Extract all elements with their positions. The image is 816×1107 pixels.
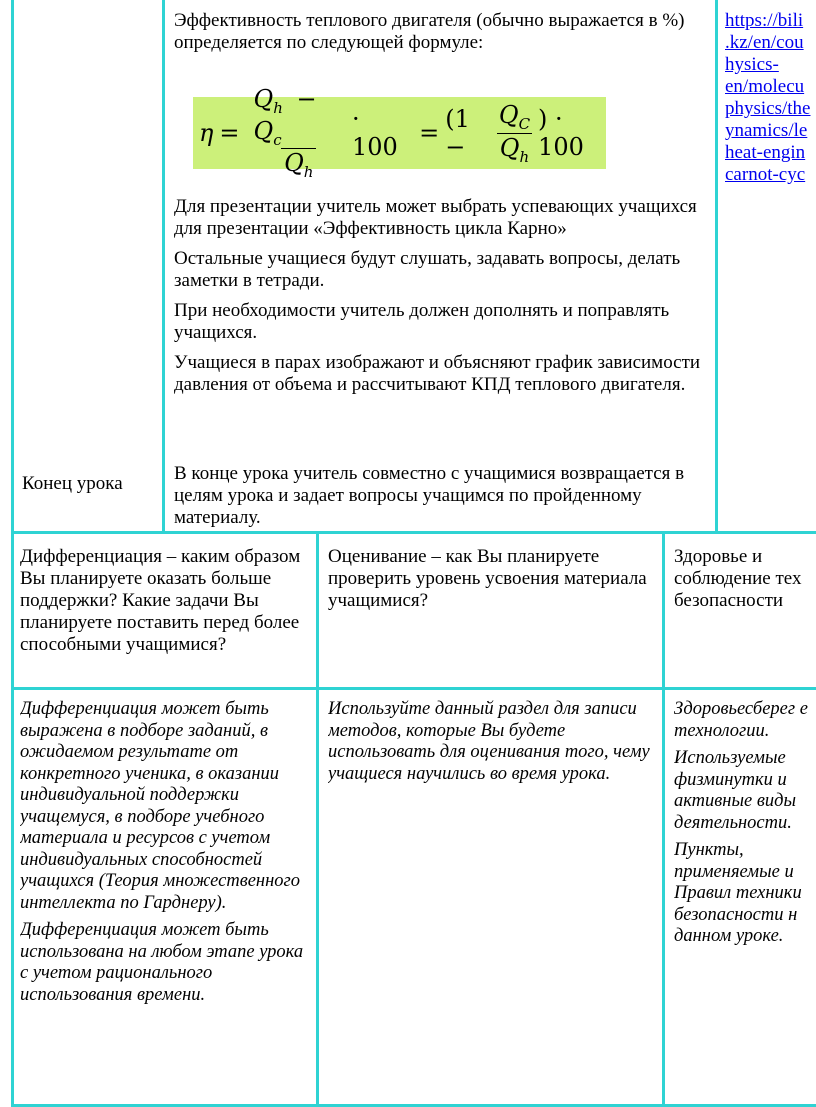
frac1-num-q: Q xyxy=(253,84,274,113)
header-health: Здоровье и соблюдение тех безопасности xyxy=(674,546,802,611)
health-paragraph-1: Здоровьесберег е технологии. xyxy=(674,699,808,741)
link-line-6[interactable]: ynamics/le xyxy=(725,120,808,141)
frac2-den-q: Q xyxy=(499,133,520,162)
link-line-2[interactable]: .kz/en/cou xyxy=(725,32,804,53)
efficiency-formula xyxy=(193,84,606,182)
frac2-num-q: Q xyxy=(498,100,519,129)
paragraph-presentation: Для презентации учитель может выбрать успевающих учащихся для презентации «Эффективность цикла Карно» xyxy=(174,196,697,239)
link-line-1[interactable]: https://bili xyxy=(725,10,804,31)
frac1-den-sub: h xyxy=(303,163,314,182)
formula-eta: η xyxy=(199,119,214,147)
border-col3 xyxy=(316,531,319,1107)
border-left xyxy=(11,0,14,1107)
link-line-3[interactable]: hysics- xyxy=(725,54,779,75)
link-line-7[interactable]: heat-engin xyxy=(725,142,806,163)
border-col2 xyxy=(715,0,718,533)
differentiation-paragraph-2: Дифференциация может быть использована на любом этапе урока с учетом рационального использования времени. xyxy=(20,920,304,1005)
formula-intro: Эффективность теплового двигателя (обычно выражается в %) определяется по следующей формуле: xyxy=(174,10,685,53)
formula-fraction-2 xyxy=(496,101,533,166)
differentiation-body xyxy=(20,699,314,1012)
frac2-num-sub: C xyxy=(518,114,531,133)
formula-equals-2: = xyxy=(419,119,440,147)
differentiation-paragraph-1: Дифференциация может быть выражена в подборе заданий, в ожидаемом результате от конкретного ученика, в оказании индивидуальной поддержки учащемуся, в подборе учебного материала и ресурсов с учетом индивидуальных способностей учащихся (Теория множественного интеллекта по Гарднеру). xyxy=(20,699,301,913)
border-row2 xyxy=(11,687,816,690)
frac1-den-q: Q xyxy=(284,149,304,178)
frac1-num-sub: h xyxy=(273,98,283,117)
formula-equals: = xyxy=(219,119,240,147)
paragraph-listen: Остальные учащиеся будут слушать, задавать вопросы, делать заметки в тетради. xyxy=(174,248,681,291)
paragraph-pairs: Учащиеся в парах изображают и объясняют график зависимости давления от объема и рассчитывают КПД теплового двигателя. xyxy=(174,352,701,395)
frac1-num-q2: Q xyxy=(253,116,274,145)
paragraph-teacher: При необходимости учитель должен дополнять и поправлять учащихся. xyxy=(174,300,670,343)
border-col1 xyxy=(162,0,165,533)
health-body xyxy=(674,699,816,954)
health-paragraph-2: Используемые физминутки и активные виды деятельности. xyxy=(674,748,797,833)
link-line-8[interactable]: carnot-cyc xyxy=(725,164,806,185)
border-col4 xyxy=(662,531,665,1107)
header-assessment: Оценивание – как Вы планируете проверить уровень усвоения материала учащимися? xyxy=(328,546,647,611)
resource-link[interactable] xyxy=(725,10,816,186)
frac2-den-sub: h xyxy=(519,147,530,166)
formula-fraction-1 xyxy=(251,85,348,181)
link-line-5[interactable]: physics/the xyxy=(725,98,811,119)
lesson-paragraphs xyxy=(174,196,714,404)
health-paragraph-3: Пункты, применяемые и Правил техники безопасности н данном уроке. xyxy=(674,840,802,946)
formula-paren-open: (1 − xyxy=(445,105,470,161)
lesson-ending-text: В конце урока учитель совместно с учащимися возвращается в целям урока и задает вопросы учащимся по пройденному материалу. xyxy=(174,463,685,528)
border-row1 xyxy=(11,531,816,534)
frac1-num-sub2: c xyxy=(273,130,282,149)
header-differentiation: Дифференциация – каким образом Вы планируете оказать больше поддержки? Какие задачи Вы планируете поставить перед более способными учащимися? xyxy=(20,546,301,655)
link-line-4[interactable]: en/molecu xyxy=(725,76,805,97)
formula-paren-close: ) · 100 xyxy=(538,105,584,161)
formula-times-100: · 100 xyxy=(352,105,398,161)
lesson-end-label: Конец урока xyxy=(22,473,123,494)
assessment-body: Используйте данный раздел для записи методов, которые Вы будете использовать для оценивания того, чему учащиеся научились во время урока. xyxy=(328,699,650,784)
frac1-minus: − xyxy=(296,84,317,113)
